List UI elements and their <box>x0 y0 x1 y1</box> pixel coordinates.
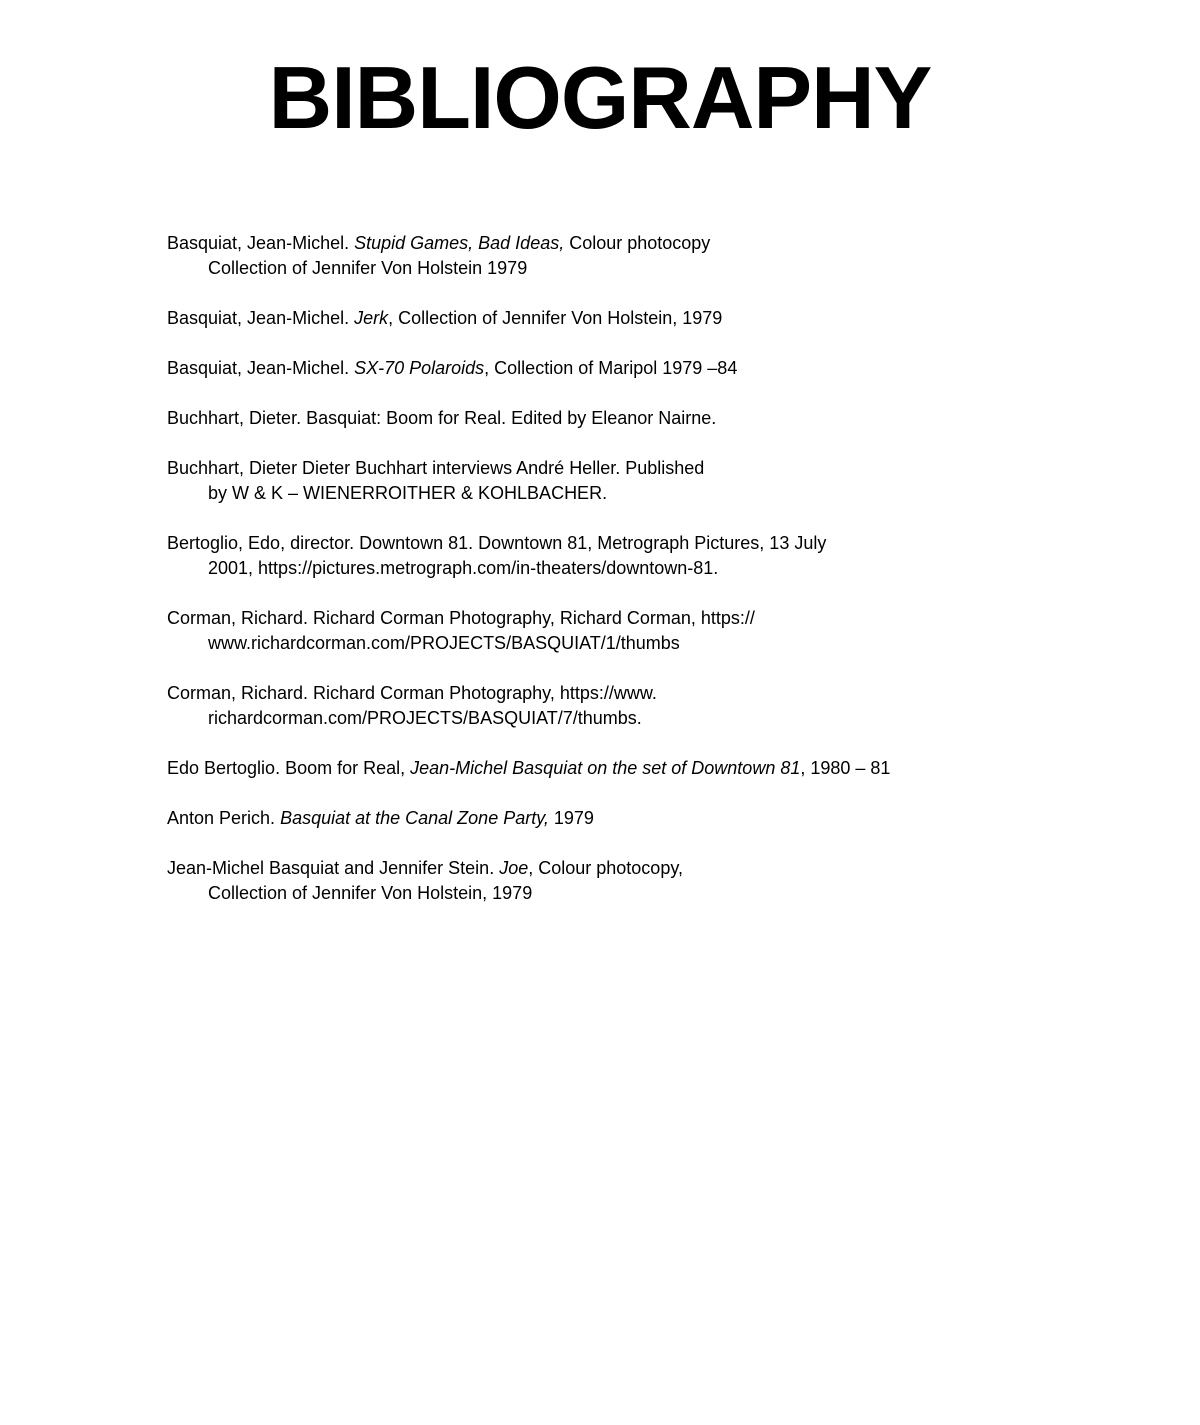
entry-continuation-line: Collection of Jennifer Von Holstein, 1979 <box>208 883 533 903</box>
entry-line <box>167 356 1147 381</box>
entry-text: Colour photocopy <box>564 233 711 253</box>
bibliography-entry <box>167 406 1147 431</box>
entry-text: Anton Perich. <box>167 808 281 828</box>
bibliography-entry <box>167 681 1147 731</box>
bibliography-entry <box>167 606 1147 656</box>
entry-title-italic: SX-70 Polaroids <box>354 358 485 378</box>
entry-continuation-line: richardcorman.com/PROJECTS/BASQUIAT/7/thumbs. <box>208 708 642 728</box>
entry-line <box>167 756 1147 781</box>
bibliography-entry <box>167 356 1147 381</box>
entry-text: Edo Bertoglio. Boom for Real, <box>167 758 411 778</box>
entry-line: Corman, Richard. Richard Corman Photography, https://www. <box>167 683 657 703</box>
entry-line: Bertoglio, Edo, director. Downtown 81. Downtown 81, Metrograph Pictures, 13 July <box>167 533 827 553</box>
entry-title-italic: Basquiat at the Canal Zone Party, <box>280 808 549 828</box>
entry-line: Corman, Richard. Richard Corman Photography, Richard Corman, https:// <box>167 608 755 628</box>
entry-title-italic: Joe <box>499 858 529 878</box>
bibliography-entry <box>167 456 1147 506</box>
entry-text: , Colour photocopy, <box>528 858 683 878</box>
entry-line: Buchhart, Dieter. Basquiat: Boom for Real. Edited by Eleanor Nairne. <box>167 408 717 428</box>
entry-line <box>167 231 1147 256</box>
entry-continuation-line: www.richardcorman.com/PROJECTS/BASQUIAT/1/thumbs <box>208 633 680 653</box>
entry-line <box>167 806 1147 831</box>
entry-text: , Collection of Maripol 1979 –84 <box>484 358 738 378</box>
entry-text: 1979 <box>548 808 594 828</box>
entry-line: Buchhart, Dieter Dieter Buchhart interviews André Heller. Published <box>167 458 705 478</box>
entry-text: , 1980 – 81 <box>800 758 891 778</box>
entry-title-italic: Stupid Games, Bad Ideas, <box>354 233 565 253</box>
entry-text: Basquiat, Jean-Michel. <box>167 308 355 328</box>
entry-continuation-line: 2001, https://pictures.metrograph.com/in-theaters/downtown-81. <box>208 558 719 578</box>
bibliography-entry <box>167 806 1147 831</box>
entry-title-italic: Jean-Michel Basquiat on the set of Downtown 81 <box>410 758 801 778</box>
entry-text: Basquiat, Jean-Michel. <box>167 233 355 253</box>
page-title: BIBLIOGRAPHY <box>268 48 932 147</box>
entry-text: , Collection of Jennifer Von Holstein, 1979 <box>388 308 723 328</box>
entry-line <box>167 856 1147 881</box>
entry-text: Jean-Michel Basquiat and Jennifer Stein. <box>167 858 500 878</box>
bibliography-entry <box>167 756 1147 781</box>
entry-continuation-line: Collection of Jennifer Von Holstein 1979 <box>208 258 528 278</box>
entry-continuation-line: by W & K – WIENERROITHER & KOHLBACHER. <box>208 483 608 503</box>
bibliography-entry <box>167 531 1147 581</box>
entry-line <box>167 306 1147 331</box>
bibliography-entry <box>167 306 1147 331</box>
entry-title-italic: Jerk <box>354 308 389 328</box>
bibliography-entry <box>167 231 1147 281</box>
bibliography-entry <box>167 856 1147 906</box>
bibliography-list <box>167 231 1147 931</box>
entry-text: Basquiat, Jean-Michel. <box>167 358 355 378</box>
